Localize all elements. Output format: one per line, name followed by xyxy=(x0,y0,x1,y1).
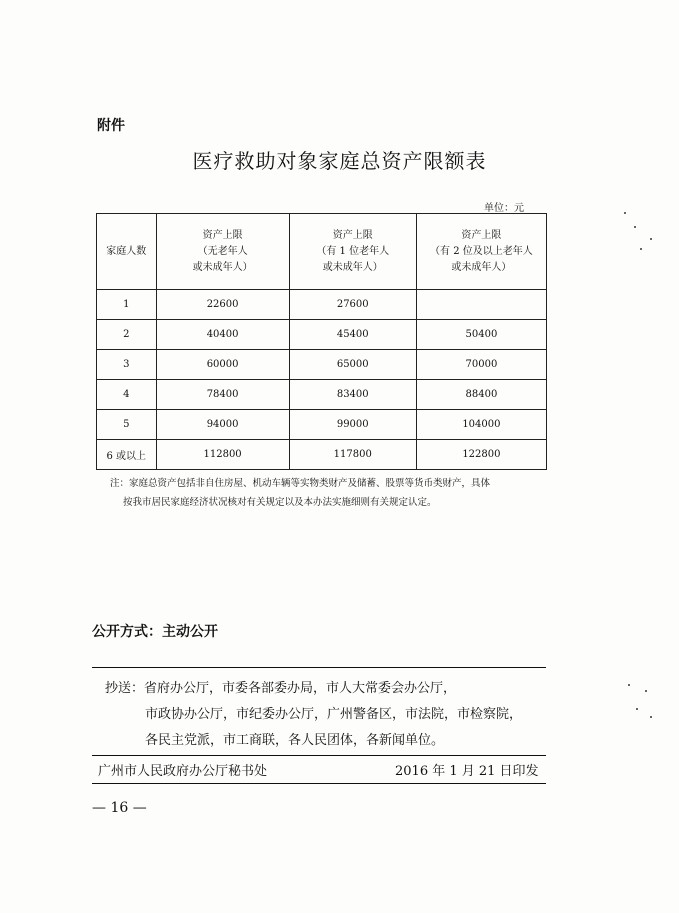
scan-speck xyxy=(624,212,626,214)
cell-household-size: 4 xyxy=(97,380,157,410)
cell-limit-two-plus-elderly: 88400 xyxy=(416,380,546,410)
asset-limit-table xyxy=(96,213,547,470)
cell-limit-no-elderly: 94000 xyxy=(156,410,289,440)
scan-speck xyxy=(645,690,647,692)
scan-speck xyxy=(650,716,652,718)
cell-limit-one-elderly: 117800 xyxy=(289,440,416,470)
cell-household-size: 3 xyxy=(97,350,157,380)
divider-bottom xyxy=(92,783,546,784)
disclosure-method: 公开方式：主动公开 xyxy=(92,624,218,640)
divider-top xyxy=(92,667,546,668)
cc-list xyxy=(105,676,545,754)
cell-limit-two-plus-elderly: 70000 xyxy=(416,350,546,380)
cell-household-size: 6 或以上 xyxy=(97,440,157,470)
footnote-line-2: 按我市居民家庭经济状况核对有关规定以及本办法实施细则有关规定认定。 xyxy=(123,497,437,508)
cell-limit-no-elderly: 112800 xyxy=(156,440,289,470)
cell-limit-one-elderly: 45400 xyxy=(289,320,416,350)
table-row xyxy=(97,350,547,380)
cell-household-size: 1 xyxy=(97,290,157,320)
cc-line-2: 市政协办公厅，市纪委办公厅，广州警备区，市法院，市检察院， xyxy=(145,707,523,722)
cell-limit-no-elderly: 40400 xyxy=(156,320,289,350)
cell-limit-two-plus-elderly: 122800 xyxy=(416,440,546,470)
page-number: — 16 — xyxy=(92,800,147,816)
table-header-row xyxy=(97,214,547,290)
cell-limit-no-elderly: 78400 xyxy=(156,380,289,410)
scan-speck xyxy=(650,238,652,240)
header-two-plus-elderly: 资产上限 （有 2 位及以上老年人 或未成年人） xyxy=(416,214,546,290)
document-title: 医疗救助对象家庭总资产限额表 xyxy=(192,149,487,173)
header-no-elderly: 资产上限 （无老年人 或未成年人） xyxy=(156,214,289,290)
cell-limit-one-elderly: 99000 xyxy=(289,410,416,440)
cell-limit-two-plus-elderly xyxy=(416,290,546,320)
issuing-office: 广州市人民政府办公厅秘书处 xyxy=(98,764,268,779)
header-household-size: 家庭人数 xyxy=(97,214,157,290)
cell-household-size: 5 xyxy=(97,410,157,440)
cell-limit-one-elderly: 27600 xyxy=(289,290,416,320)
table-row xyxy=(97,380,547,410)
divider-middle xyxy=(92,755,546,756)
scan-speck xyxy=(628,684,630,686)
table-row xyxy=(97,410,547,440)
cell-limit-two-plus-elderly: 50400 xyxy=(416,320,546,350)
cell-household-size: 2 xyxy=(97,320,157,350)
cc-line-1: 抄送：省府办公厅，市委各部委办局，市人大常委会办公厅， xyxy=(105,681,457,696)
cell-limit-no-elderly: 60000 xyxy=(156,350,289,380)
footnote-line-1: 注：家庭总资产包括非自住房屋、机动车辆等实物类财产及储蓄、股票等货币类财产，具体 xyxy=(110,478,491,489)
table-row xyxy=(97,320,547,350)
scan-speck xyxy=(636,708,638,710)
print-date: 2016 年 1 月 21 日印发 xyxy=(395,764,539,779)
scan-speck xyxy=(640,248,642,250)
cc-line-3: 各民主党派，市工商联，各人民团体，各新闻单位。 xyxy=(145,733,445,748)
cell-limit-one-elderly: 65000 xyxy=(289,350,416,380)
cell-limit-one-elderly: 83400 xyxy=(289,380,416,410)
table-row xyxy=(97,440,547,470)
attachment-label: 附件 xyxy=(97,118,125,134)
cell-limit-no-elderly: 22600 xyxy=(156,290,289,320)
header-one-elderly: 资产上限 （有 1 位老年人 或未成年人） xyxy=(289,214,416,290)
table-footnote xyxy=(110,474,550,512)
scan-speck xyxy=(634,226,636,228)
unit-label: 单位：元 xyxy=(484,203,524,214)
table-row xyxy=(97,290,547,320)
cell-limit-two-plus-elderly: 104000 xyxy=(416,410,546,440)
